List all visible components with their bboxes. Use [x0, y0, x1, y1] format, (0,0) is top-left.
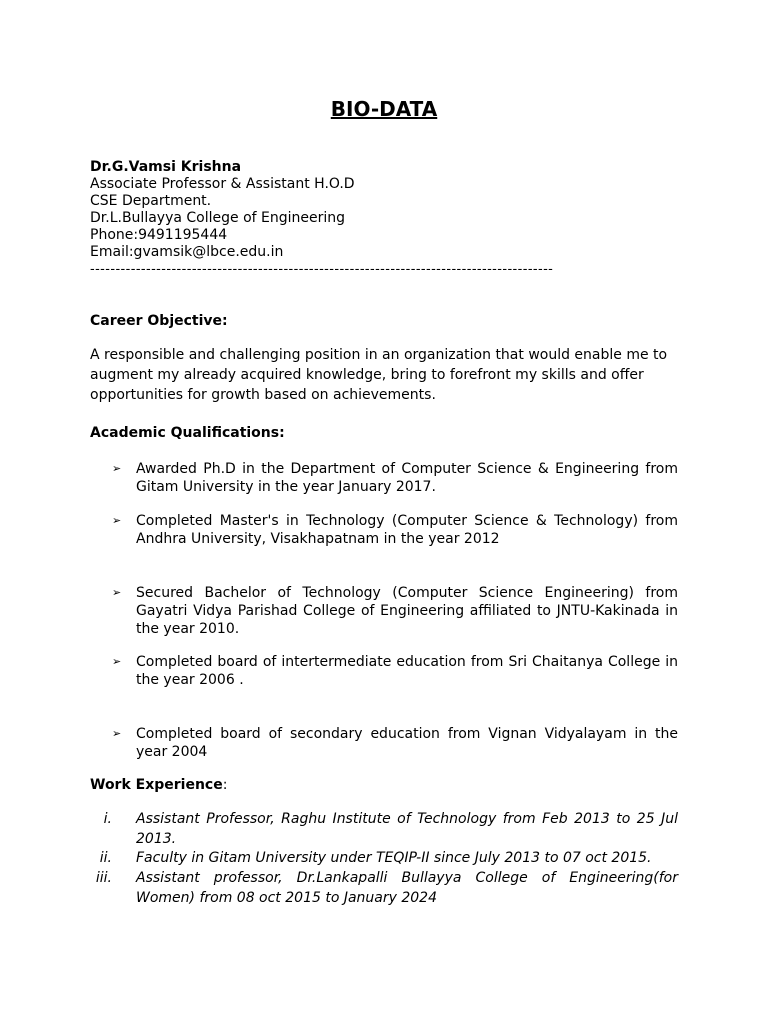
document-title: BIO-DATA	[330, 97, 438, 121]
work-item-number: ii.	[99, 850, 112, 866]
work-item-text: Assistant professor, Dr.Lankapalli Bullayya College of Engineering(for Women) from 08 oct 2015 to January 2024	[136, 870, 678, 906]
academic-item	[112, 584, 678, 638]
department-line: CSE Department.	[90, 193, 212, 209]
arrow-bullet-icon: ➢	[112, 462, 122, 475]
arrow-bullet-icon: ➢	[112, 655, 122, 668]
arrow-bullet-icon: ➢	[112, 727, 122, 740]
work-item	[90, 868, 678, 908]
career-objective-heading: Career Objective:	[90, 313, 228, 329]
career-objective-text: A responsible and challenging position in an organization that would enable me to augment my already acquired knowledge, bring to forefront my skills and offer opportunities for growth based on achievements.	[90, 347, 668, 403]
academic-item-text: Completed Master's in Technology (Computer Science & Technology) from Andhra University, Visakhapatnam in the year 2012	[136, 513, 678, 547]
academic-item-text: Completed board of secondary education from Vignan Vidyalayam in the year 2004	[136, 726, 678, 760]
college-line: Dr.L.Bullayya College of Engineering	[90, 210, 346, 226]
work-item	[90, 848, 678, 868]
academic-item	[112, 512, 678, 548]
work-item	[90, 809, 678, 849]
arrow-bullet-icon: ➢	[112, 586, 122, 599]
work-experience-heading-colon: :	[222, 777, 228, 793]
divider-line: -------------------------------------------------------------------------------------------	[90, 262, 554, 277]
contact-block	[90, 159, 355, 261]
work-item-number: iii.	[95, 870, 112, 886]
work-item-text: Assistant Professor, Raghu Institute of Technology from Feb 2013 to 25 Jul 2013.	[136, 811, 678, 847]
academic-item	[112, 653, 678, 689]
academic-heading: Academic Qualifications:	[90, 425, 285, 441]
work-item-text: Faculty in Gitam University under TEQIP-II since July 2013 to 07 oct 2015.	[136, 850, 652, 866]
academic-item-text: Awarded Ph.D in the Department of Computer Science & Engineering from Gitam University in the year January 2017.	[136, 461, 678, 495]
arrow-bullet-icon: ➢	[112, 514, 122, 527]
academic-item-text: Completed board of intertermediate education from Sri Chaitanya College in the year 2006 .	[136, 654, 678, 688]
phone-line: Phone:9491195444	[90, 227, 228, 243]
work-experience-heading	[90, 777, 227, 793]
person-name: Dr.G.Vamsi Krishna	[90, 159, 242, 175]
email-line: Email:gvamsik@lbce.edu.in	[90, 244, 284, 260]
academic-item	[112, 460, 678, 496]
work-experience-heading-text: Work Experience	[90, 777, 223, 793]
academic-item	[112, 725, 678, 761]
academic-item-text: Secured Bachelor of Technology (Computer Science Engineering) from Gayatri Vidya Parishad College of Engineering affiliated to JNTU-Kakinada in the year 2010.	[136, 585, 678, 637]
work-item-number: i.	[103, 811, 112, 827]
position-line: Associate Professor & Assistant H.O.D	[90, 176, 355, 192]
